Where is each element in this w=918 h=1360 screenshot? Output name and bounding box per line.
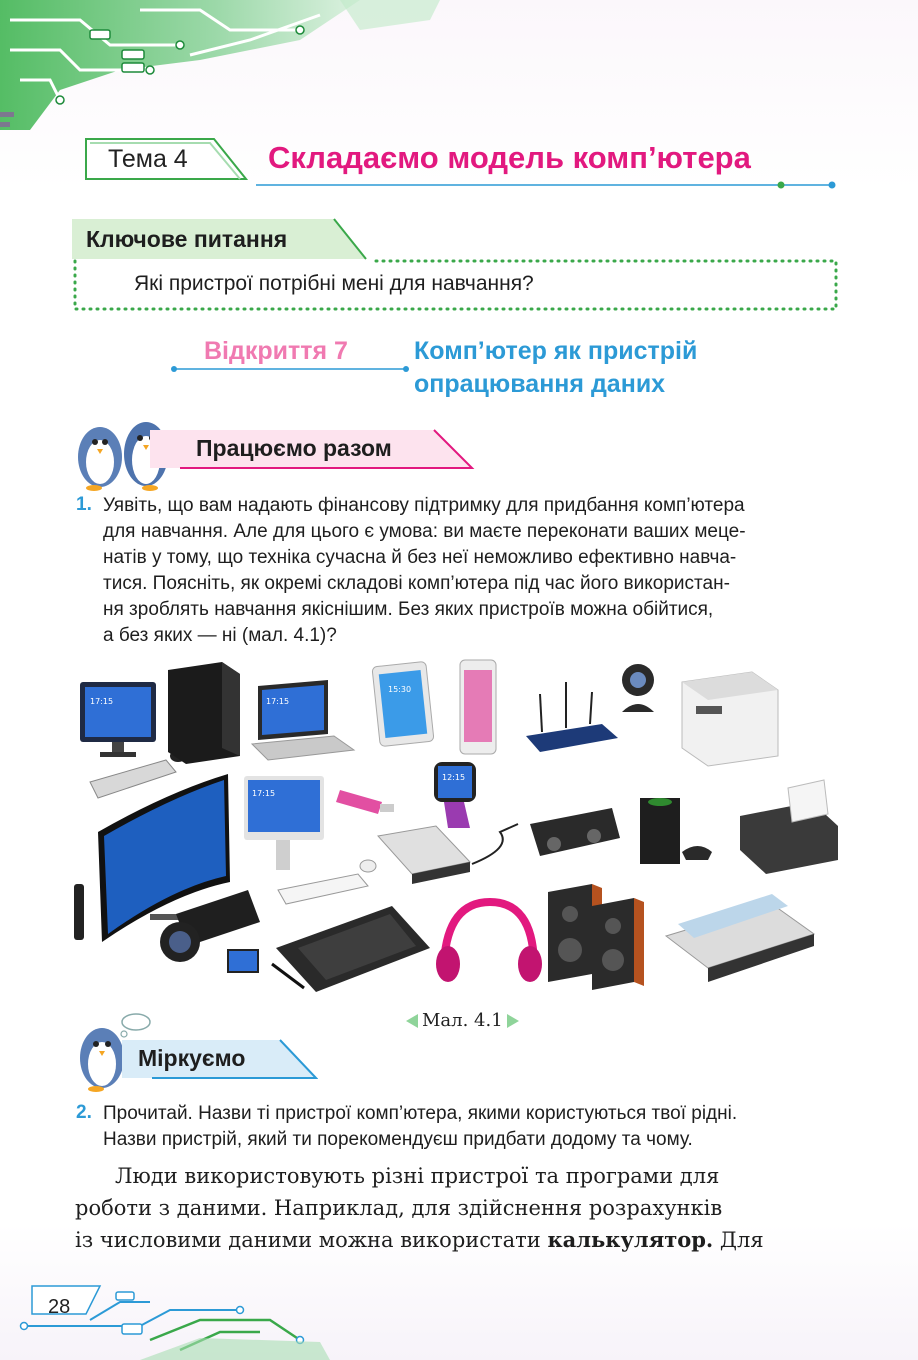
external-hdd-icon [378, 824, 518, 884]
figure-caption [406, 1010, 519, 1031]
caption-right-arrow-icon [507, 1014, 519, 1028]
discovery-number: Відкриття 7 [204, 337, 348, 365]
task1-line: ня зроблять навчання якіснішим. Без яких пристроїв можна обійтися, [103, 599, 714, 620]
remote-control-icon [74, 884, 84, 940]
monoblock-icon [244, 776, 324, 870]
task1-number: 1. [76, 494, 92, 515]
graphics-tablet-icon [272, 906, 430, 992]
body-line1 [75, 1160, 839, 1192]
task2-number: 2. [76, 1102, 92, 1123]
scanner-icon [666, 894, 814, 982]
discovery-title [414, 335, 834, 401]
desktop-monitor-icon [80, 682, 156, 757]
task1-line: натів у тому, що техніка сучасна й без неї неможливо ефективно навча- [103, 547, 737, 568]
discovery-underline [170, 364, 410, 374]
vr-headset-icon [530, 808, 620, 856]
task2-line: Прочитай. Назви ті пристрої комп’ютера, якими користуються твої рідні. [103, 1103, 738, 1124]
task2-text [103, 1101, 839, 1153]
laptop-time-label: 17:15 [266, 697, 290, 706]
body-line2: роботи з даними. Наприклад, для здійснення розрахунків [75, 1196, 723, 1220]
body-line1-text: Люди використовують різні пристрої та програми для [115, 1164, 720, 1188]
task1-line: а без яких — ні (мал. 4.1)? [103, 625, 337, 646]
mfp-printer-icon [682, 672, 778, 766]
white-mouse-icon [360, 860, 376, 872]
task1-line: тися. Поясніть, як окремі складові комп’ютера під час його використан- [103, 573, 730, 594]
smartphone-icon [460, 660, 496, 754]
task1-text [103, 493, 839, 649]
body-paragraph [75, 1160, 839, 1256]
tablet-icon [372, 661, 434, 746]
body-line3-end: Для [713, 1228, 764, 1252]
watch-time-label: 12:15 [442, 773, 466, 782]
task1-line: для навчання. Але для цього є умова: ви маєте переконати ваших меце- [103, 521, 746, 542]
laptop-icon [252, 680, 354, 760]
router-icon [526, 682, 618, 752]
game-console-icon [640, 798, 712, 864]
devices-illustration [72, 652, 848, 1004]
webcam-icon [622, 664, 654, 712]
topic-underline [256, 180, 836, 190]
key-question-text: Які пристрої потрібні мені для навчання? [134, 272, 534, 295]
body-line3-start: із числовими даними можна використати [75, 1228, 548, 1252]
speakers-icon [548, 884, 644, 990]
bottom-circuit-decoration [0, 1280, 330, 1360]
top-circuit-decoration [0, 0, 918, 130]
keyboard-icon [90, 760, 176, 798]
discovery-title-line1: Комп’ютер як пристрій [414, 337, 698, 365]
task1-line: Уявіть, що вам надають фінансову підтримку для придбання комп’ютера [103, 495, 745, 516]
headphones-icon [436, 902, 542, 982]
page-number: 28 [48, 1296, 71, 1318]
usb-flash-icon [336, 790, 394, 814]
system-unit-icon [168, 662, 240, 764]
video-camera-icon [160, 890, 260, 972]
task2-line: Назви пристрій, який ти порекомендуєш придбати додому та чому. [103, 1129, 693, 1150]
inkjet-printer-icon [740, 780, 838, 874]
figure-caption-text: Мал. 4.1 [422, 1010, 503, 1031]
think-label: Міркуємо [138, 1045, 246, 1071]
caption-left-arrow-icon [406, 1014, 418, 1028]
body-line3 [75, 1224, 839, 1256]
discovery-title-line2: опрацювання даних [414, 370, 666, 398]
tablet-time-label: 15:30 [388, 685, 412, 694]
topic-title: Складаємо модель комп’ютера [268, 140, 751, 175]
monitor-time-label: 17:15 [90, 697, 114, 706]
white-keyboard-icon [278, 874, 368, 904]
work-together-label: Працюємо разом [196, 435, 392, 461]
topic-number: Тема 4 [108, 145, 188, 173]
monoblock-time-label: 17:15 [252, 789, 276, 798]
key-question-label: Ключове питання [86, 226, 288, 252]
smartwatch-icon [434, 762, 476, 828]
calculator-term: калькулятор. [547, 1227, 714, 1252]
